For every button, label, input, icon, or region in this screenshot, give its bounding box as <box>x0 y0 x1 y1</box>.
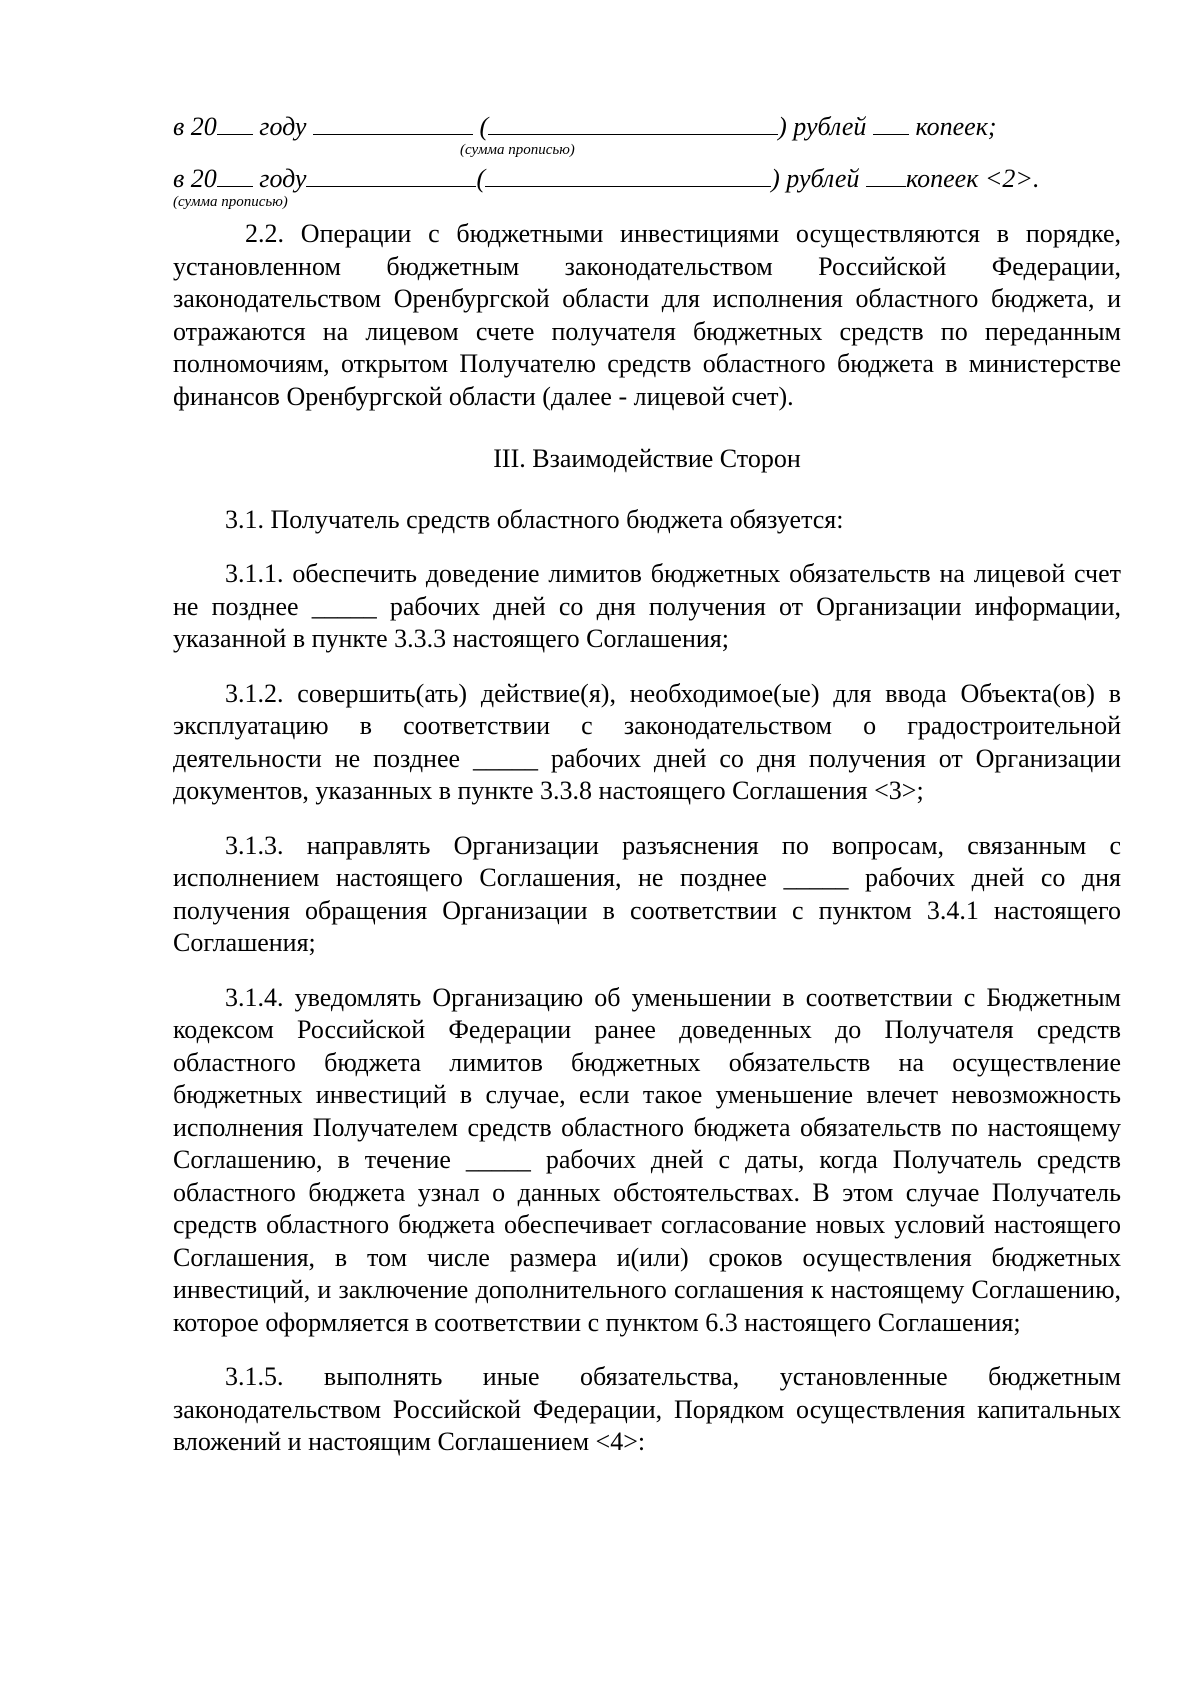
paragraph-3-1-3: 3.1.3. направлять Организации разъяснения по вопросам, связанным с исполнением настоящего Соглашения, не позднее _____ рабочих дней со дня получения обращения Организации в соответствии с пунктом 3.4.1 настоящего Соглашения; <box>173 830 1121 957</box>
amount-words-blank <box>488 112 778 135</box>
amount-line-2 <box>173 164 1121 194</box>
section-heading: III. Взаимодействие Сторон <box>493 444 801 473</box>
paragraph-3-1-2: 3.1.2. совершить(ать) действие(я), необходимое(ые) для ввода Объекта(ов) в эксплуатацию в соответствии с законодательством о градостроительной деятельности не позднее _____ рабочих дней со дня получения от Организации документов, указанных в пункте 3.3.8 настоящего Соглашения <3>; <box>173 678 1121 805</box>
paragraph-3-1-1: 3.1.1. обеспечить доведение лимитов бюджетных обязательств на лицевой счет не позднее _____ рабочих дней со дня получения от Организации информации, указанной в пункте 3.3.3 настоящего Соглашения; <box>173 559 1121 653</box>
year-word: году <box>259 112 307 141</box>
paragraph-3-1-4: 3.1.4. уведомлять Организацию об уменьшении в соответствии с Бюджетным кодексом Российской Федерации ранее доведенных до Получателя средств областного бюджета лимитов бюджетных обязательств на осуществление бюджетных инвестиций в случае, если такое уменьшение влечет невозможность исполнения Получателем средств областного бюджета обязательств по настоящему Соглашению, в течение _____ рабочих дней с даты, когда Получатель средств областного бюджета узнал о данных обстоятельствах. В этом случае Получатель средств областного бюджета обеспечивает согласование новых условий настоящего Соглашения, в том числе размера и(или) сроков осуществления бюджетных инвестиций, и заключение дополнительного соглашения к настоящему Соглашению, которое оформляется в соответствии с пунктом 6.3 настоящего Соглашения; <box>173 982 1121 1337</box>
paragraph-2-2: 2.2. Операции с бюджетными инвестициями осуществляются в порядке, установленном бюджетным законодательством Российской Федерации, законодательством Оренбургской области для исполнения областного бюджета, и отражаются на лицевом счете получателя бюджетных средств по переданным полномочиям, открытом Получателю средств областного бюджета в министерстве финансов Оренбургской области (далее - лицевой счет). <box>173 219 1121 411</box>
year-prefix: в 20 <box>173 164 217 193</box>
amount-blank <box>306 164 476 187</box>
open-paren: ( <box>476 164 486 193</box>
kopecks-label: копеек <2>. <box>905 164 1040 193</box>
amount-caption-1: (сумма прописью) <box>460 142 575 158</box>
kopecks-blank <box>866 164 906 187</box>
rubles-label: ) рублей <box>771 164 860 193</box>
amount-blank <box>313 112 473 135</box>
paragraph-3-1: 3.1. Получатель средств областного бюджета обязуется: <box>225 504 844 534</box>
amount-caption-2: (сумма прописью) <box>173 194 288 210</box>
year-blank <box>217 112 253 135</box>
open-paren: ( <box>479 112 489 141</box>
rubles-label: ) рублей <box>778 112 867 141</box>
year-prefix: в 20 <box>173 112 217 141</box>
document-page <box>173 112 1121 1459</box>
amount-line-1 <box>173 112 1121 142</box>
kopecks-blank <box>873 112 909 135</box>
kopecks-label: копеек; <box>915 112 997 141</box>
amount-words-blank <box>485 164 771 187</box>
year-blank <box>217 164 253 187</box>
year-word: году <box>259 164 307 193</box>
paragraph-3-1-5: 3.1.5. выполнять иные обязательства, установленные бюджетным законодательством Российской Федерации, Порядком осуществления капитальных вложений и настоящим Соглашением <4>: <box>173 1362 1121 1456</box>
